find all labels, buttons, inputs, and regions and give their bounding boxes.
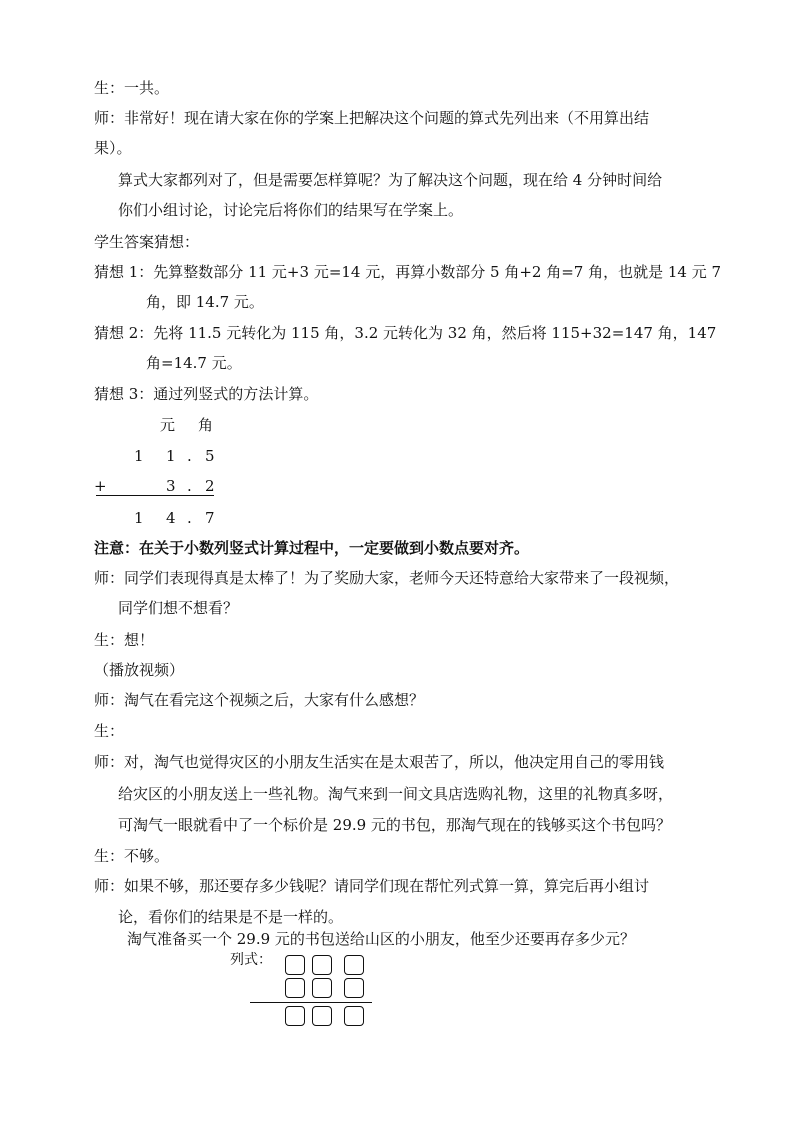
line-10: 角=14.7 元。 [146,354,242,372]
vcalc-head-jiao: 角 [198,416,214,434]
answer-sum-line [250,1002,372,1003]
line-6: 学生答案猜想： [94,233,200,251]
line-13: 师：同学们表现得真是太棒了！为了奖励大家，老师今天还特意给大家带来了一段视频， [94,569,680,587]
line-3: 果）。 [94,139,132,157]
line-19: 师：对，淘气也觉得灾区的小朋友生活实在是太艰苦了，所以，他决定用自己的零用钱 [94,753,665,771]
vcalc-sum-line [96,495,214,496]
answer-box-r1-c1[interactable] [285,955,305,975]
answer-box-r2-c2[interactable] [312,978,332,998]
line-21: 可淘气一眼就看中了一个标价是 29.9 元的书包，那淘气现在的钱够买这个书包吗？ [118,816,671,834]
answer-box-r2-c1[interactable] [285,978,305,998]
vcalc-r2-c3: . [187,477,192,495]
line-24: 论，看你们的结果是不是一样的。 [118,908,344,926]
vcalc-head-yuan: 元 [160,416,176,434]
line-16: （播放视频） [94,661,185,679]
line-2: 师：非常好！现在请大家在你的学案上把解决这个问题的算式先列出来（不用算出结 [94,109,650,127]
formula-label: 列式： [230,952,272,968]
line-11: 猜想 3：通过列竖式的方法计算。 [94,385,319,403]
answer-box-r3-c2[interactable] [312,1006,332,1026]
vcalc-r3-c3: . [187,509,192,527]
vcalc-r3-c2: 4 [166,509,176,527]
line-5: 你们小组讨论，讨论完后将你们的结果写在学案上。 [118,201,464,219]
line-7: 猜想 1：先算整数部分 11 元+3 元=14 元，再算小数部分 5 角+2 角=7 角，也就是 14 元 7 [94,263,722,281]
vcalc-r1-c4: 5 [205,447,215,465]
note-line: 注意：在关于小数列竖式计算过程中，一定要做到小数点要对齐。 [94,539,530,557]
answer-box-r3-c3[interactable] [344,1006,364,1026]
line-15: 生：想！ [94,631,155,649]
line-22: 生：不够。 [94,847,170,865]
vcalc-plus: + [94,477,107,495]
line-14: 同学们想不想看？ [118,599,239,617]
line-18: 生： [94,722,125,740]
vcalc-r1-c3: . [187,447,192,465]
vcalc-r1-c2: 1 [166,447,176,465]
vcalc-r2-c4: 2 [205,477,215,495]
problem-line: 淘气准备买一个 29.9 元的书包送给山区的小朋友，他至少还要再存多少元？ [127,930,635,948]
answer-box-r1-c3[interactable] [344,955,364,975]
line-20: 给灾区的小朋友送上一些礼物。淘气来到一间文具店选购礼物，这里的礼物真多呀， [118,785,674,803]
line-23: 师：如果不够，那还要存多少钱呢？请同学们现在帮忙列式算一算，算完后再小组讨 [94,877,650,895]
line-4: 算式大家都列对了，但是需要怎样算呢？为了解决这个问题，现在给 4 分钟时间给 [118,171,663,189]
vcalc-r1-c1: 1 [134,447,144,465]
line-17: 师：淘气在看完这个视频之后，大家有什么感想？ [94,691,425,709]
answer-box-r1-c2[interactable] [312,955,332,975]
vcalc-r3-c1: 1 [134,509,144,527]
vcalc-r2-c2: 3 [166,477,176,495]
answer-box-r3-c1[interactable] [285,1006,305,1026]
line-9: 猜想 2：先将 11.5 元转化为 115 角，3.2 元转化为 32 角，然后将 115+32=147 角，147 [94,324,717,342]
line-8: 角，即 14.7 元。 [146,293,264,311]
vcalc-r3-c4: 7 [205,509,215,527]
answer-box-r2-c3[interactable] [344,978,364,998]
line-1: 生：一共。 [94,79,170,97]
